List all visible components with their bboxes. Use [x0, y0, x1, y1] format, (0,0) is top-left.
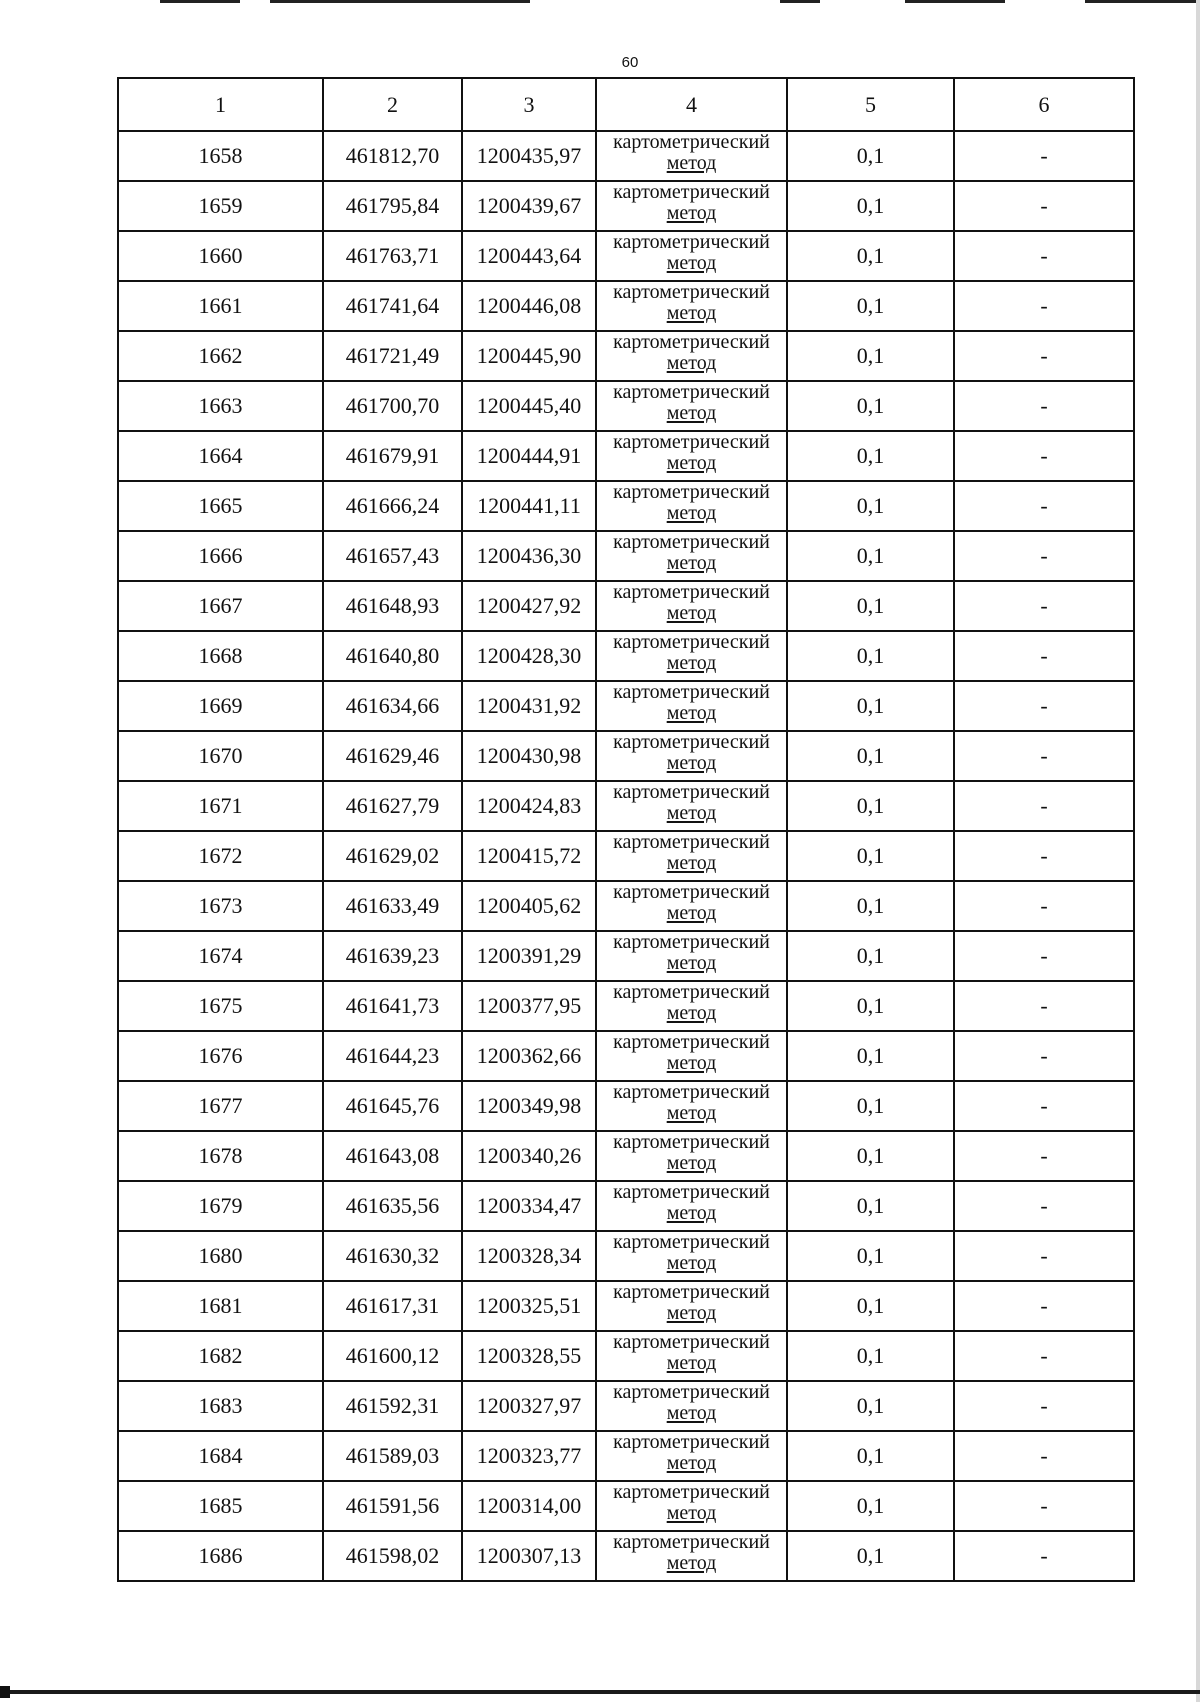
point-number-cell: 1661: [118, 281, 323, 331]
note-cell: -: [954, 381, 1134, 431]
method-cell: [596, 831, 787, 881]
method-cell: [596, 981, 787, 1031]
x-coordinate-cell: 461763,71: [323, 231, 462, 281]
method-line-2: метод: [666, 1352, 717, 1374]
method-line-2: метод: [666, 1202, 717, 1224]
note-cell: -: [954, 181, 1134, 231]
error-cell: 0,1: [787, 1281, 954, 1331]
point-number-cell: 1671: [118, 781, 323, 831]
method-line-2: метод: [666, 852, 717, 874]
x-coordinate-cell: 461600,12: [323, 1331, 462, 1381]
x-coordinate-cell: 461598,02: [323, 1531, 462, 1581]
table-row: [118, 1531, 1134, 1581]
note-cell: -: [954, 1131, 1134, 1181]
point-number-cell: 1684: [118, 1431, 323, 1481]
error-cell: 0,1: [787, 231, 954, 281]
note-cell: -: [954, 1181, 1134, 1231]
method-line-2: метод: [666, 752, 717, 774]
column-header: 5: [787, 78, 954, 131]
x-coordinate-cell: 461812,70: [323, 131, 462, 181]
note-cell: -: [954, 781, 1134, 831]
method-line-1: картометрический: [613, 681, 770, 703]
point-number-cell: 1672: [118, 831, 323, 881]
method-line-1: картометрический: [613, 131, 770, 153]
method-cell: [596, 881, 787, 931]
error-cell: 0,1: [787, 881, 954, 931]
table-row: [118, 331, 1134, 381]
scan-edge-mark: [1085, 0, 1200, 3]
error-cell: 0,1: [787, 331, 954, 381]
note-cell: -: [954, 931, 1134, 981]
point-number-cell: 1676: [118, 1031, 323, 1081]
method-cell: [596, 1431, 787, 1481]
method-cell: [596, 1181, 787, 1231]
scan-edge-mark: [780, 0, 820, 3]
y-coordinate-cell: 1200327,97: [462, 1381, 596, 1431]
method-cell: [596, 1531, 787, 1581]
method-cell: [596, 1081, 787, 1131]
y-coordinate-cell: 1200431,92: [462, 681, 596, 731]
point-number-cell: 1681: [118, 1281, 323, 1331]
table-row: [118, 531, 1134, 581]
header-row: [118, 78, 1134, 131]
method-line-2: метод: [666, 652, 717, 674]
method-cell: [596, 1231, 787, 1281]
error-cell: 0,1: [787, 931, 954, 981]
table-row: [118, 781, 1134, 831]
method-line-1: картометрический: [613, 831, 770, 853]
column-header: 2: [323, 78, 462, 131]
point-number-cell: 1669: [118, 681, 323, 731]
table-row: [118, 631, 1134, 681]
method-line-2: метод: [666, 202, 717, 224]
method-cell: [596, 381, 787, 431]
error-cell: 0,1: [787, 1131, 954, 1181]
method-cell: [596, 1281, 787, 1331]
table-row: [118, 1131, 1134, 1181]
table-row: [118, 431, 1134, 481]
y-coordinate-cell: 1200424,83: [462, 781, 596, 831]
column-header: 1: [118, 78, 323, 131]
y-coordinate-cell: 1200446,08: [462, 281, 596, 331]
point-number-cell: 1668: [118, 631, 323, 681]
method-line-1: картометрический: [613, 1181, 770, 1203]
scan-edge-mark: [160, 0, 240, 3]
y-coordinate-cell: 1200443,64: [462, 231, 596, 281]
method-line-2: метод: [666, 1152, 717, 1174]
method-line-2: метод: [666, 352, 717, 374]
point-number-cell: 1683: [118, 1381, 323, 1431]
method-line-2: метод: [666, 1552, 717, 1574]
note-cell: -: [954, 631, 1134, 681]
table-row: [118, 1481, 1134, 1531]
method-line-1: картометрический: [613, 981, 770, 1003]
y-coordinate-cell: 1200445,90: [462, 331, 596, 381]
x-coordinate-cell: 461617,31: [323, 1281, 462, 1331]
method-line-1: картометрический: [613, 431, 770, 453]
method-cell: [596, 731, 787, 781]
point-number-cell: 1659: [118, 181, 323, 231]
method-cell: [596, 781, 787, 831]
method-line-1: картометрический: [613, 531, 770, 553]
method-line-2: метод: [666, 252, 717, 274]
method-line-2: метод: [666, 402, 717, 424]
method-line-1: картометрический: [613, 481, 770, 503]
method-cell: [596, 931, 787, 981]
table-row: [118, 1331, 1134, 1381]
note-cell: -: [954, 881, 1134, 931]
error-cell: 0,1: [787, 381, 954, 431]
y-coordinate-cell: 1200362,66: [462, 1031, 596, 1081]
error-cell: 0,1: [787, 781, 954, 831]
point-number-cell: 1666: [118, 531, 323, 581]
x-coordinate-cell: 461633,49: [323, 881, 462, 931]
method-line-1: картометрический: [613, 381, 770, 403]
point-number-cell: 1677: [118, 1081, 323, 1131]
note-cell: -: [954, 1381, 1134, 1431]
x-coordinate-cell: 461666,24: [323, 481, 462, 531]
error-cell: 0,1: [787, 1431, 954, 1481]
method-line-1: картометрический: [613, 1481, 770, 1503]
note-cell: -: [954, 281, 1134, 331]
method-line-2: метод: [666, 502, 717, 524]
error-cell: 0,1: [787, 131, 954, 181]
point-number-cell: 1675: [118, 981, 323, 1031]
method-line-1: картометрический: [613, 1431, 770, 1453]
table-row: [118, 1381, 1134, 1431]
y-coordinate-cell: 1200445,40: [462, 381, 596, 431]
method-line-2: метод: [666, 152, 717, 174]
method-cell: [596, 481, 787, 531]
error-cell: 0,1: [787, 481, 954, 531]
point-number-cell: 1682: [118, 1331, 323, 1381]
method-cell: [596, 231, 787, 281]
method-cell: [596, 1381, 787, 1431]
method-line-2: метод: [666, 1252, 717, 1274]
column-header: 4: [596, 78, 787, 131]
y-coordinate-cell: 1200377,95: [462, 981, 596, 1031]
error-cell: 0,1: [787, 1031, 954, 1081]
table-row: [118, 1031, 1134, 1081]
table-row: [118, 381, 1134, 431]
x-coordinate-cell: 461648,93: [323, 581, 462, 631]
error-cell: 0,1: [787, 681, 954, 731]
method-line-1: картометрический: [613, 781, 770, 803]
method-cell: [596, 131, 787, 181]
method-line-2: метод: [666, 1002, 717, 1024]
x-coordinate-cell: 461641,73: [323, 981, 462, 1031]
note-cell: -: [954, 1481, 1134, 1531]
x-coordinate-cell: 461591,56: [323, 1481, 462, 1531]
method-line-1: картометрический: [613, 1081, 770, 1103]
x-coordinate-cell: 461640,80: [323, 631, 462, 681]
error-cell: 0,1: [787, 181, 954, 231]
error-cell: 0,1: [787, 831, 954, 881]
method-line-1: картометрический: [613, 181, 770, 203]
y-coordinate-cell: 1200349,98: [462, 1081, 596, 1131]
y-coordinate-cell: 1200428,30: [462, 631, 596, 681]
method-cell: [596, 1131, 787, 1181]
page-number: 60: [621, 54, 639, 71]
table-row: [118, 981, 1134, 1031]
x-coordinate-cell: 461700,70: [323, 381, 462, 431]
x-coordinate-cell: 461741,64: [323, 281, 462, 331]
note-cell: -: [954, 831, 1134, 881]
method-cell: [596, 431, 787, 481]
method-line-1: картометрический: [613, 931, 770, 953]
method-cell: [596, 1331, 787, 1381]
x-coordinate-cell: 461657,43: [323, 531, 462, 581]
method-line-2: метод: [666, 902, 717, 924]
method-line-2: метод: [666, 1102, 717, 1124]
note-cell: -: [954, 331, 1134, 381]
coordinates-table: [117, 77, 1135, 1582]
note-cell: -: [954, 131, 1134, 181]
x-coordinate-cell: 461589,03: [323, 1431, 462, 1481]
point-number-cell: 1663: [118, 381, 323, 431]
y-coordinate-cell: 1200325,51: [462, 1281, 596, 1331]
method-cell: [596, 1031, 787, 1081]
column-header: 3: [462, 78, 596, 131]
point-number-cell: 1674: [118, 931, 323, 981]
method-cell: [596, 1481, 787, 1531]
note-cell: -: [954, 1331, 1134, 1381]
x-coordinate-cell: 461627,79: [323, 781, 462, 831]
table-row: [118, 831, 1134, 881]
y-coordinate-cell: 1200427,92: [462, 581, 596, 631]
note-cell: -: [954, 681, 1134, 731]
note-cell: -: [954, 431, 1134, 481]
y-coordinate-cell: 1200435,97: [462, 131, 596, 181]
point-number-cell: 1670: [118, 731, 323, 781]
method-line-1: картометрический: [613, 281, 770, 303]
y-coordinate-cell: 1200436,30: [462, 531, 596, 581]
method-line-2: метод: [666, 1452, 717, 1474]
method-line-1: картометрический: [613, 881, 770, 903]
error-cell: 0,1: [787, 981, 954, 1031]
method-cell: [596, 581, 787, 631]
note-cell: -: [954, 1231, 1134, 1281]
method-line-2: метод: [666, 1402, 717, 1424]
x-coordinate-cell: 461639,23: [323, 931, 462, 981]
x-coordinate-cell: 461643,08: [323, 1131, 462, 1181]
error-cell: 0,1: [787, 1331, 954, 1381]
method-cell: [596, 531, 787, 581]
scan-edge-line: [0, 1690, 1200, 1694]
table-row: [118, 731, 1134, 781]
method-line-2: метод: [666, 1502, 717, 1524]
table-row: [118, 1181, 1134, 1231]
error-cell: 0,1: [787, 431, 954, 481]
table-row: [118, 1231, 1134, 1281]
method-line-2: метод: [666, 1052, 717, 1074]
point-number-cell: 1685: [118, 1481, 323, 1531]
point-number-cell: 1665: [118, 481, 323, 531]
table-row: [118, 881, 1134, 931]
y-coordinate-cell: 1200405,62: [462, 881, 596, 931]
table-row: [118, 231, 1134, 281]
method-line-1: картометрический: [613, 1031, 770, 1053]
note-cell: -: [954, 231, 1134, 281]
table-row: [118, 281, 1134, 331]
y-coordinate-cell: 1200441,11: [462, 481, 596, 531]
error-cell: 0,1: [787, 531, 954, 581]
x-coordinate-cell: 461644,23: [323, 1031, 462, 1081]
y-coordinate-cell: 1200430,98: [462, 731, 596, 781]
y-coordinate-cell: 1200444,91: [462, 431, 596, 481]
method-line-2: метод: [666, 452, 717, 474]
method-cell: [596, 631, 787, 681]
table-row: [118, 681, 1134, 731]
note-cell: -: [954, 1031, 1134, 1081]
point-number-cell: 1658: [118, 131, 323, 181]
y-coordinate-cell: 1200340,26: [462, 1131, 596, 1181]
point-number-cell: 1662: [118, 331, 323, 381]
method-line-2: метод: [666, 602, 717, 624]
scan-edge-mark: [270, 0, 530, 3]
note-cell: -: [954, 1081, 1134, 1131]
column-header: 6: [954, 78, 1134, 131]
x-coordinate-cell: 461679,91: [323, 431, 462, 481]
method-line-2: метод: [666, 952, 717, 974]
method-line-1: картометрический: [613, 331, 770, 353]
y-coordinate-cell: 1200415,72: [462, 831, 596, 881]
x-coordinate-cell: 461629,02: [323, 831, 462, 881]
method-line-1: картометрический: [613, 231, 770, 253]
y-coordinate-cell: 1200439,67: [462, 181, 596, 231]
y-coordinate-cell: 1200314,00: [462, 1481, 596, 1531]
y-coordinate-cell: 1200307,13: [462, 1531, 596, 1581]
method-cell: [596, 331, 787, 381]
method-line-1: картометрический: [613, 1231, 770, 1253]
method-line-2: метод: [666, 302, 717, 324]
point-number-cell: 1673: [118, 881, 323, 931]
table-row: [118, 581, 1134, 631]
point-number-cell: 1664: [118, 431, 323, 481]
x-coordinate-cell: 461721,49: [323, 331, 462, 381]
note-cell: -: [954, 1281, 1134, 1331]
x-coordinate-cell: 461630,32: [323, 1231, 462, 1281]
method-line-1: картометрический: [613, 1281, 770, 1303]
method-line-2: метод: [666, 1302, 717, 1324]
point-number-cell: 1680: [118, 1231, 323, 1281]
y-coordinate-cell: 1200328,55: [462, 1331, 596, 1381]
point-number-cell: 1667: [118, 581, 323, 631]
note-cell: -: [954, 531, 1134, 581]
error-cell: 0,1: [787, 281, 954, 331]
method-line-1: картометрический: [613, 1531, 770, 1553]
table-row: [118, 481, 1134, 531]
method-line-2: метод: [666, 702, 717, 724]
scan-edge-mark: [0, 1686, 10, 1698]
point-number-cell: 1678: [118, 1131, 323, 1181]
method-line-1: картометрический: [613, 1131, 770, 1153]
method-cell: [596, 281, 787, 331]
error-cell: 0,1: [787, 1231, 954, 1281]
table-row: [118, 1431, 1134, 1481]
x-coordinate-cell: 461795,84: [323, 181, 462, 231]
point-number-cell: 1686: [118, 1531, 323, 1581]
x-coordinate-cell: 461635,56: [323, 1181, 462, 1231]
note-cell: -: [954, 981, 1134, 1031]
note-cell: -: [954, 731, 1134, 781]
scan-edge-mark: [905, 0, 1005, 3]
x-coordinate-cell: 461634,66: [323, 681, 462, 731]
note-cell: -: [954, 581, 1134, 631]
method-line-1: картометрический: [613, 1381, 770, 1403]
error-cell: 0,1: [787, 1481, 954, 1531]
error-cell: 0,1: [787, 1081, 954, 1131]
note-cell: -: [954, 481, 1134, 531]
y-coordinate-cell: 1200323,77: [462, 1431, 596, 1481]
table-row: [118, 131, 1134, 181]
y-coordinate-cell: 1200391,29: [462, 931, 596, 981]
scan-edge-shadow: [1196, 0, 1200, 1702]
table-row: [118, 931, 1134, 981]
note-cell: -: [954, 1531, 1134, 1581]
y-coordinate-cell: 1200334,47: [462, 1181, 596, 1231]
error-cell: 0,1: [787, 1531, 954, 1581]
x-coordinate-cell: 461592,31: [323, 1381, 462, 1431]
table-row: [118, 1081, 1134, 1131]
method-line-1: картометрический: [613, 1331, 770, 1353]
method-cell: [596, 681, 787, 731]
method-line-2: метод: [666, 802, 717, 824]
table-row: [118, 181, 1134, 231]
method-line-1: картометрический: [613, 731, 770, 753]
table-row: [118, 1281, 1134, 1331]
x-coordinate-cell: 461629,46: [323, 731, 462, 781]
error-cell: 0,1: [787, 631, 954, 681]
method-line-1: картометрический: [613, 631, 770, 653]
table-body: [118, 131, 1134, 1581]
point-number-cell: 1679: [118, 1181, 323, 1231]
y-coordinate-cell: 1200328,34: [462, 1231, 596, 1281]
note-cell: -: [954, 1431, 1134, 1481]
method-cell: [596, 181, 787, 231]
error-cell: 0,1: [787, 1181, 954, 1231]
point-number-cell: 1660: [118, 231, 323, 281]
method-line-2: метод: [666, 552, 717, 574]
x-coordinate-cell: 461645,76: [323, 1081, 462, 1131]
method-line-1: картометрический: [613, 581, 770, 603]
error-cell: 0,1: [787, 581, 954, 631]
error-cell: 0,1: [787, 1381, 954, 1431]
error-cell: 0,1: [787, 731, 954, 781]
